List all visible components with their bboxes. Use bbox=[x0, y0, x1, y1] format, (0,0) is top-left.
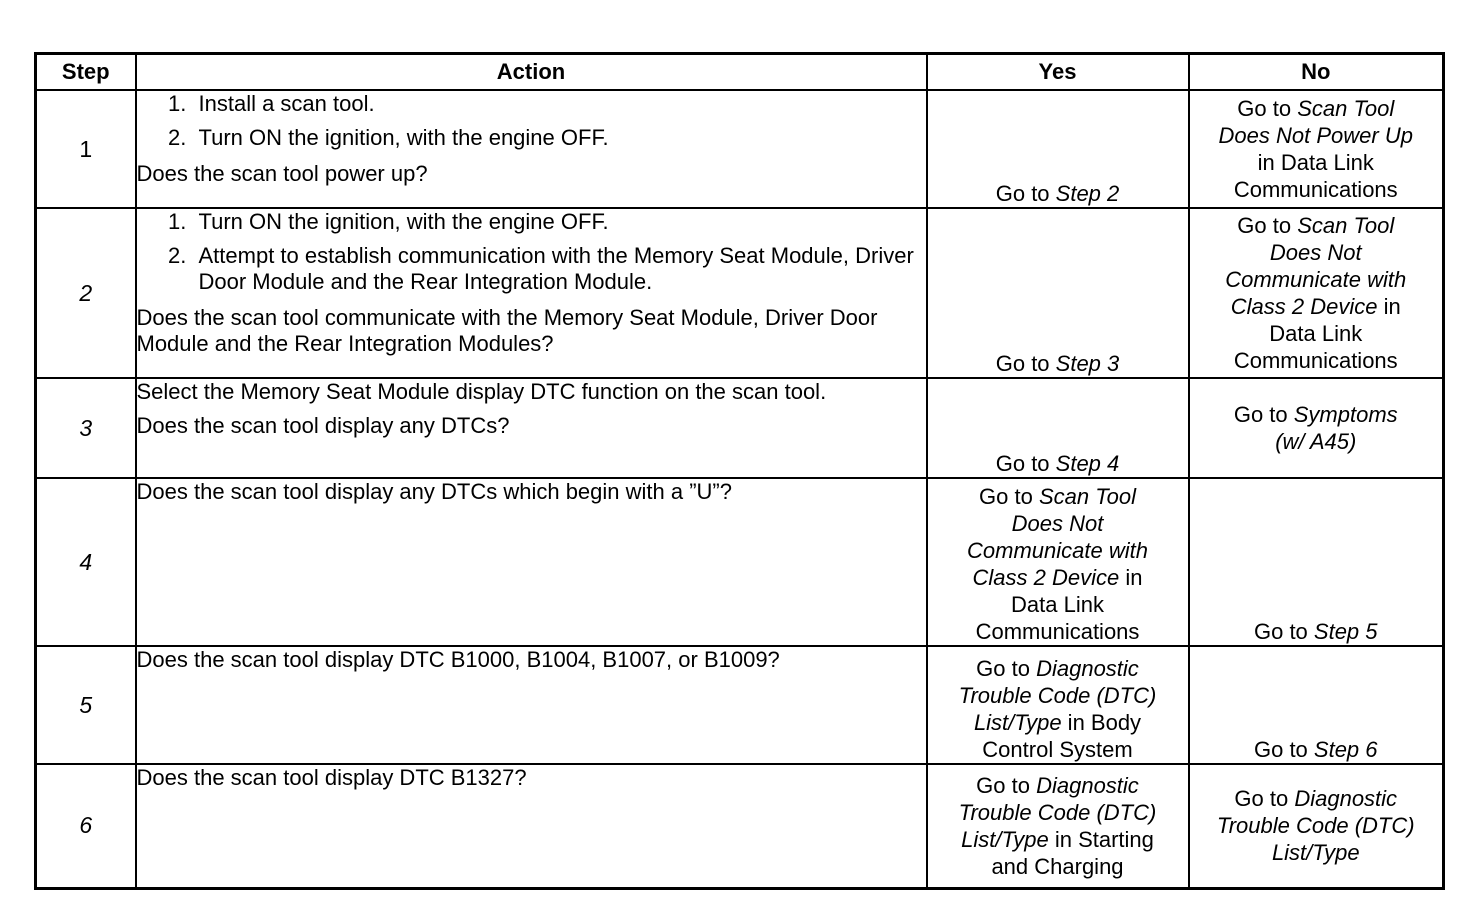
no-prefix: Go to bbox=[1253, 737, 1314, 762]
no-link-step-5[interactable]: Step 5 bbox=[1313, 619, 1378, 644]
yes-link-step-4[interactable]: Step 4 bbox=[1055, 451, 1120, 476]
no-link-line[interactable]: (w/ A45) bbox=[1275, 429, 1357, 454]
no-link-line[interactable]: List/Type bbox=[1271, 840, 1360, 866]
column-header-action: Action bbox=[136, 54, 927, 91]
yes-link-line[interactable]: Does Not bbox=[1011, 511, 1104, 536]
action-question: Does the scan tool communicate with the Memory Seat Module, Driver Door Module and the Rear Integration Modules? bbox=[136, 305, 878, 356]
action-cell bbox=[136, 90, 927, 208]
action-steps-list bbox=[137, 209, 926, 295]
action-question: Does the scan tool display any DTCs which begin with a ”U”? bbox=[136, 479, 732, 504]
action-cell bbox=[136, 764, 927, 888]
no-prefix: Go to bbox=[1253, 619, 1314, 644]
yes-cell bbox=[927, 90, 1189, 208]
no-cell bbox=[1189, 208, 1444, 378]
yes-link-line[interactable]: Scan Tool bbox=[1038, 484, 1136, 509]
yes-suffix: Data Link bbox=[1011, 592, 1104, 617]
step-number: 6 bbox=[36, 764, 136, 888]
yes-suffix: in Body bbox=[1061, 710, 1142, 735]
yes-link-line[interactable]: Diagnostic bbox=[1036, 772, 1139, 798]
no-link-scan-tool[interactable]: Scan Tool bbox=[1297, 96, 1395, 121]
table-row-step-2 bbox=[36, 208, 1444, 378]
no-link-line[interactable]: Communicate with bbox=[1225, 267, 1407, 292]
table-row-step-3 bbox=[36, 378, 1444, 478]
yes-link-step-3[interactable]: Step 3 bbox=[1055, 351, 1120, 376]
action-question: Does the scan tool display any DTCs? bbox=[136, 413, 510, 438]
step-number: 4 bbox=[36, 478, 136, 646]
no-cell bbox=[1189, 478, 1444, 646]
yes-link-line[interactable]: Class 2 Device bbox=[972, 565, 1120, 590]
no-suffix: Data Link bbox=[1269, 321, 1363, 346]
no-link-line[interactable]: Class 2 Device bbox=[1230, 294, 1378, 319]
step-number: 3 bbox=[36, 378, 136, 478]
column-header-yes: Yes bbox=[927, 54, 1189, 91]
yes-prefix: Go to bbox=[976, 656, 1037, 681]
action-cell bbox=[136, 378, 927, 478]
yes-prefix: Go to bbox=[976, 772, 1037, 798]
no-link-symptoms[interactable]: Symptoms bbox=[1293, 402, 1398, 427]
no-link-line[interactable]: Diagnostic bbox=[1294, 786, 1398, 812]
action-step: 2. Turn ON the ignition, with the engine OFF. bbox=[193, 125, 926, 151]
no-link-line[interactable]: Scan Tool bbox=[1297, 213, 1395, 238]
no-cell bbox=[1189, 764, 1444, 888]
yes-link-line[interactable]: List/Type bbox=[961, 826, 1049, 852]
yes-suffix: and Charging bbox=[991, 853, 1124, 879]
no-link-line[interactable]: Does Not bbox=[1269, 240, 1362, 265]
no-prefix: Go to bbox=[1233, 402, 1294, 427]
no-suffix: Communications bbox=[1233, 348, 1398, 373]
yes-suffix: in bbox=[1119, 565, 1143, 590]
yes-cell bbox=[927, 646, 1189, 764]
table-row-step-5 bbox=[36, 646, 1444, 764]
yes-prefix: Go to bbox=[979, 484, 1039, 509]
table-row-step-4 bbox=[36, 478, 1444, 646]
no-link-step-6[interactable]: Step 6 bbox=[1313, 737, 1378, 762]
table-row-step-6 bbox=[36, 764, 1444, 888]
yes-suffix: Control System bbox=[982, 737, 1133, 762]
no-suffix: in bbox=[1377, 294, 1401, 319]
yes-prefix: Go to bbox=[995, 351, 1056, 376]
no-cell bbox=[1189, 646, 1444, 764]
yes-cell bbox=[927, 478, 1189, 646]
action-question: Does the scan tool display DTC B1327? bbox=[136, 765, 527, 790]
column-header-step: Step bbox=[36, 54, 136, 91]
no-link-line[interactable]: Trouble Code (DTC) bbox=[1216, 813, 1415, 839]
yes-cell bbox=[927, 208, 1189, 378]
step-number: 2 bbox=[36, 208, 136, 378]
no-prefix: Go to bbox=[1234, 786, 1295, 812]
no-link-does-not-power-up[interactable]: Does Not Power Up bbox=[1218, 123, 1413, 148]
yes-suffix: in Starting bbox=[1048, 826, 1154, 852]
action-cell bbox=[136, 208, 927, 378]
yes-link-line[interactable]: Communicate with bbox=[967, 538, 1148, 563]
action-step: 1. Install a scan tool. bbox=[193, 91, 926, 117]
action-question: Does the scan tool power up? bbox=[136, 161, 428, 186]
yes-prefix: Go to bbox=[995, 451, 1056, 476]
yes-cell bbox=[927, 378, 1189, 478]
no-cell bbox=[1189, 378, 1444, 478]
yes-cell bbox=[927, 764, 1189, 888]
yes-link-line[interactable]: Trouble Code (DTC) bbox=[958, 799, 1157, 825]
yes-link-line[interactable]: Trouble Code (DTC) bbox=[958, 683, 1157, 708]
table-header-row bbox=[36, 54, 1444, 91]
no-cell bbox=[1189, 90, 1444, 208]
action-cell bbox=[136, 646, 927, 764]
action-step: 2. Attempt to establish communication with the Memory Seat Module, Driver Door Module and the Rear Integration Module. bbox=[193, 243, 926, 295]
action-text: Select the Memory Seat Module display DTC function on the scan tool. bbox=[136, 379, 827, 404]
action-steps-list bbox=[137, 91, 926, 151]
no-prefix: Go to bbox=[1237, 213, 1298, 238]
no-prefix: Go to bbox=[1237, 96, 1298, 121]
step-number: 1 bbox=[36, 90, 136, 208]
action-question: Does the scan tool display DTC B1000, B1004, B1007, or B1009? bbox=[136, 647, 780, 672]
step-number: 5 bbox=[36, 646, 136, 764]
diagnostic-table bbox=[34, 52, 1445, 890]
yes-suffix: Communications bbox=[975, 619, 1140, 644]
action-step: 1. Turn ON the ignition, with the engine OFF. bbox=[193, 209, 926, 235]
yes-link-line[interactable]: List/Type bbox=[973, 710, 1062, 735]
no-suffix: Communications bbox=[1233, 177, 1398, 202]
yes-link-step-2[interactable]: Step 2 bbox=[1055, 181, 1120, 206]
yes-prefix: Go to bbox=[995, 181, 1056, 206]
action-cell bbox=[136, 478, 927, 646]
no-suffix: in Data Link bbox=[1257, 150, 1374, 175]
column-header-no: No bbox=[1189, 54, 1444, 91]
table-row-step-1 bbox=[36, 90, 1444, 208]
yes-link-line[interactable]: Diagnostic bbox=[1036, 656, 1139, 681]
